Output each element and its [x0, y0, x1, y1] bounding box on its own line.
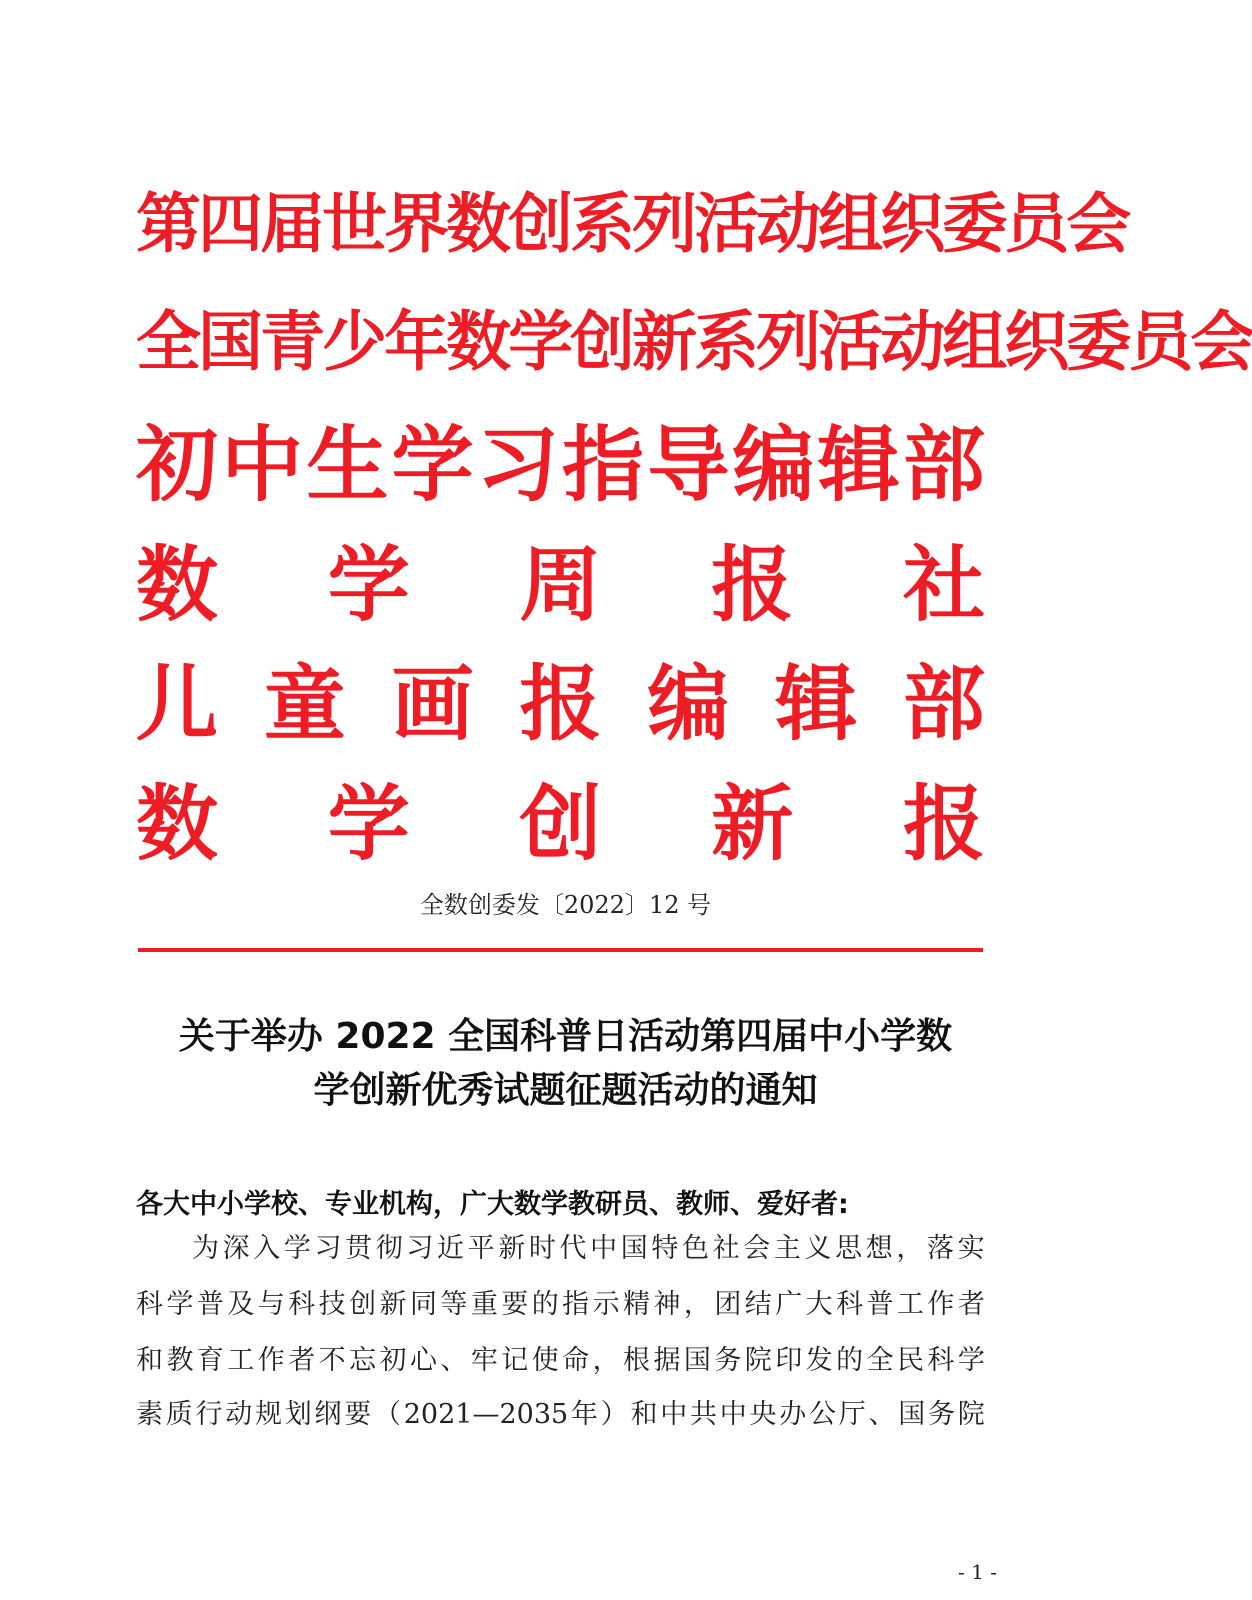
text-glyph: 学 — [327, 538, 410, 633]
text-glyph: 科 — [136, 1288, 163, 1320]
text-glyph: 导 — [647, 418, 730, 513]
text-glyph: 活 — [694, 186, 757, 262]
text-glyph: 主 — [773, 1232, 801, 1264]
text-glyph: 数 — [136, 777, 219, 872]
text-glyph: 科 — [836, 1288, 864, 1320]
text-glyph: 学 — [283, 1232, 311, 1264]
text-glyph: 平 — [467, 1232, 495, 1264]
text-glyph: 结 — [744, 1288, 772, 1320]
text-glyph: 国 — [898, 1398, 926, 1430]
text-glyph: 初 — [136, 418, 219, 513]
text-glyph: 入 — [253, 1232, 281, 1264]
text-glyph: 据 — [653, 1344, 681, 1376]
text-glyph: ， — [592, 1344, 620, 1376]
text-glyph: 会 — [1066, 186, 1129, 262]
text-glyph: 四 — [198, 186, 261, 262]
body-line-3 — [136, 1340, 985, 1380]
text-glyph: 使 — [531, 1344, 559, 1376]
text-glyph: 届 — [260, 186, 323, 262]
text-glyph: 织 — [880, 186, 943, 262]
text-glyph: （ — [374, 1398, 401, 1430]
text-glyph: 全 — [866, 1344, 894, 1376]
text-glyph: 等 — [440, 1288, 468, 1320]
text-glyph: 心 — [409, 1344, 437, 1376]
text-glyph: 普 — [866, 1288, 894, 1320]
red-divider-line — [138, 948, 983, 952]
body-line-2 — [136, 1284, 985, 1324]
text-glyph: 辑 — [817, 418, 900, 513]
text-glyph: 同 — [409, 1288, 437, 1320]
text-glyph: 动 — [225, 1398, 253, 1430]
text-glyph: 和 — [136, 1344, 163, 1376]
text-glyph: 科 — [288, 1288, 316, 1320]
text-glyph: 新 — [379, 1288, 407, 1320]
issuer-line-6 — [136, 775, 985, 875]
text-glyph: 和 — [630, 1398, 658, 1430]
text-glyph: 编 — [732, 418, 815, 513]
text-glyph: 的 — [836, 1344, 864, 1376]
text-glyph: 记 — [501, 1344, 529, 1376]
text-glyph: 会 — [743, 1232, 771, 1264]
text-glyph: 数 — [446, 186, 509, 262]
text-glyph: 与 — [257, 1288, 285, 1320]
text-glyph: 纲 — [314, 1398, 342, 1430]
text-glyph: 者 — [288, 1344, 316, 1376]
text-glyph: 忘 — [349, 1344, 377, 1376]
text-glyph: 新 — [632, 304, 695, 380]
page-number: - 1 - — [958, 1560, 997, 1584]
text-glyph: 时 — [528, 1232, 556, 1264]
text-glyph: 习 — [314, 1232, 342, 1264]
text-glyph: 普 — [196, 1288, 224, 1320]
text-glyph: 2021—2035 — [403, 1398, 569, 1430]
text-glyph: 年 — [570, 1398, 598, 1430]
text-glyph: 民 — [896, 1344, 924, 1376]
text-glyph: 报 — [519, 657, 602, 752]
text-glyph: 大 — [805, 1288, 833, 1320]
text-glyph: 根 — [623, 1344, 650, 1376]
text-glyph: 划 — [284, 1398, 312, 1430]
text-glyph: 教 — [166, 1344, 194, 1376]
text-glyph: 部 — [902, 418, 985, 513]
text-glyph: 中 — [590, 1232, 618, 1264]
text-glyph: 报 — [711, 538, 794, 633]
text-glyph: 中 — [719, 1398, 747, 1430]
text-glyph: 示 — [592, 1288, 620, 1320]
text-glyph: 新 — [498, 1232, 526, 1264]
text-glyph: 委 — [1066, 304, 1129, 380]
text-glyph: 少 — [322, 304, 385, 380]
text-glyph: 行 — [195, 1398, 223, 1430]
text-glyph: 动 — [756, 186, 819, 262]
text-glyph: 神 — [653, 1288, 681, 1320]
text-glyph: 工 — [896, 1288, 924, 1320]
text-glyph: 界 — [384, 186, 447, 262]
text-glyph: 近 — [437, 1232, 464, 1264]
text-glyph: 贯 — [345, 1232, 373, 1264]
text-glyph: 院 — [957, 1398, 985, 1430]
text-glyph: 中 — [221, 418, 304, 513]
text-glyph: 央 — [749, 1398, 777, 1430]
text-glyph: 义 — [804, 1232, 832, 1264]
text-glyph: 学 — [957, 1344, 985, 1376]
text-glyph: 动 — [880, 304, 943, 380]
issuer-line-5 — [136, 655, 985, 755]
text-glyph: 青 — [260, 304, 323, 380]
text-glyph: 共 — [689, 1398, 717, 1430]
text-glyph: 学 — [391, 418, 474, 513]
text-glyph: 国 — [683, 1344, 711, 1376]
text-glyph: 创 — [570, 304, 633, 380]
text-glyph: 会 — [1190, 304, 1252, 380]
text-glyph: 学 — [166, 1288, 194, 1320]
issuer-line-4 — [136, 536, 985, 636]
issuer-line-3 — [136, 416, 985, 516]
text-glyph: 委 — [942, 186, 1005, 262]
text-glyph: 实 — [957, 1232, 985, 1264]
text-glyph: 组 — [818, 186, 881, 262]
text-glyph: 生 — [306, 418, 389, 513]
text-glyph: 者 — [957, 1288, 985, 1320]
text-glyph: 科 — [927, 1344, 955, 1376]
text-glyph: 创 — [519, 777, 602, 872]
text-glyph: 技 — [318, 1288, 346, 1320]
text-glyph: 指 — [562, 418, 645, 513]
text-glyph: 及 — [227, 1288, 255, 1320]
text-glyph: 员 — [1004, 186, 1067, 262]
document-number: 全数创委发〔2022〕12 号 — [419, 891, 712, 919]
text-glyph: 年 — [384, 304, 447, 380]
text-glyph: 列 — [756, 304, 819, 380]
text-glyph: 命 — [562, 1344, 590, 1376]
text-glyph: ） — [600, 1398, 628, 1430]
text-glyph: 习 — [406, 1232, 434, 1264]
text-glyph: 组 — [942, 304, 1005, 380]
text-glyph: 童 — [263, 657, 346, 752]
text-glyph: 数 — [446, 304, 509, 380]
text-glyph: 印 — [775, 1344, 803, 1376]
text-glyph: 院 — [744, 1344, 772, 1376]
text-glyph: 画 — [391, 657, 474, 752]
notice-title-line-1: 关于举办 2022 全国科普日活动第四届中小学数 — [178, 1016, 953, 1057]
text-glyph: 务 — [714, 1344, 742, 1376]
text-glyph: 厅 — [838, 1398, 866, 1430]
text-glyph: 色 — [682, 1232, 709, 1264]
text-glyph: 素 — [136, 1398, 163, 1430]
salutation: 各大中小学校、专业机构，广大数学教研员、教师、爱好者: — [136, 1189, 849, 1220]
text-glyph: 广 — [775, 1288, 803, 1320]
text-glyph: 中 — [660, 1398, 688, 1430]
text-glyph: 、 — [868, 1398, 896, 1430]
text-glyph: 系 — [570, 186, 633, 262]
text-glyph: 创 — [508, 186, 571, 262]
text-glyph: 学 — [508, 304, 571, 380]
text-glyph: 团 — [714, 1288, 742, 1320]
text-glyph: 国 — [620, 1232, 648, 1264]
text-glyph: 作 — [257, 1344, 285, 1376]
text-glyph: 规 — [255, 1398, 282, 1430]
text-glyph: 牢 — [470, 1344, 498, 1376]
text-glyph: 部 — [902, 657, 985, 752]
text-glyph: 初 — [379, 1344, 407, 1376]
text-glyph: 发 — [805, 1344, 833, 1376]
text-glyph: 国 — [198, 304, 261, 380]
text-glyph: 务 — [927, 1398, 955, 1430]
text-glyph: 活 — [818, 304, 881, 380]
text-glyph: 育 — [196, 1344, 224, 1376]
body-line-4 — [136, 1394, 985, 1434]
text-glyph: 创 — [349, 1288, 377, 1320]
text-glyph: 社 — [712, 1232, 740, 1264]
text-glyph: 列 — [632, 186, 695, 262]
text-glyph: 代 — [559, 1232, 587, 1264]
text-glyph: 员 — [1128, 304, 1191, 380]
text-glyph: 彻 — [375, 1232, 403, 1264]
text-glyph: 要 — [344, 1398, 372, 1430]
text-glyph: 深 — [222, 1232, 250, 1264]
text-glyph: 指 — [562, 1288, 590, 1320]
text-glyph: 社 — [902, 538, 985, 633]
text-glyph: 全 — [136, 304, 199, 380]
text-glyph: 精 — [623, 1288, 650, 1320]
text-glyph: 特 — [651, 1232, 679, 1264]
text-glyph: 习 — [476, 418, 559, 513]
text-glyph: 重 — [470, 1288, 498, 1320]
text-glyph: 的 — [531, 1288, 559, 1320]
text-glyph: 、 — [440, 1344, 468, 1376]
text-glyph: 数 — [136, 538, 219, 633]
text-glyph: 周 — [519, 538, 602, 633]
text-glyph: 第 — [136, 186, 199, 262]
text-glyph: 办 — [779, 1398, 807, 1430]
text-glyph: 织 — [1004, 304, 1067, 380]
text-glyph: 报 — [902, 777, 985, 872]
text-glyph: 系 — [694, 304, 757, 380]
text-glyph: 儿 — [136, 657, 219, 752]
notice-title-line-2: 学创新优秀试题征题活动的通知 — [313, 1070, 818, 1111]
text-glyph: 质 — [165, 1398, 193, 1430]
text-glyph: ， — [896, 1232, 924, 1264]
issuer-line-2 — [136, 292, 1252, 392]
text-glyph: 落 — [927, 1232, 954, 1264]
text-glyph: 公 — [808, 1398, 836, 1430]
text-glyph: 学 — [327, 777, 410, 872]
text-glyph: 新 — [711, 777, 794, 872]
text-glyph: 思 — [835, 1232, 863, 1264]
body-line-1 — [192, 1228, 985, 1268]
text-glyph: 不 — [318, 1344, 346, 1376]
text-glyph: ， — [683, 1288, 711, 1320]
text-glyph: 想 — [865, 1232, 893, 1264]
text-glyph: 要 — [501, 1288, 529, 1320]
text-glyph: 编 — [647, 657, 730, 752]
text-glyph: 工 — [227, 1344, 255, 1376]
text-glyph: 作 — [927, 1288, 955, 1320]
text-glyph: 为 — [192, 1232, 219, 1264]
text-glyph: 辑 — [775, 657, 858, 752]
text-glyph: 世 — [322, 186, 385, 262]
issuer-line-1 — [136, 174, 1129, 274]
